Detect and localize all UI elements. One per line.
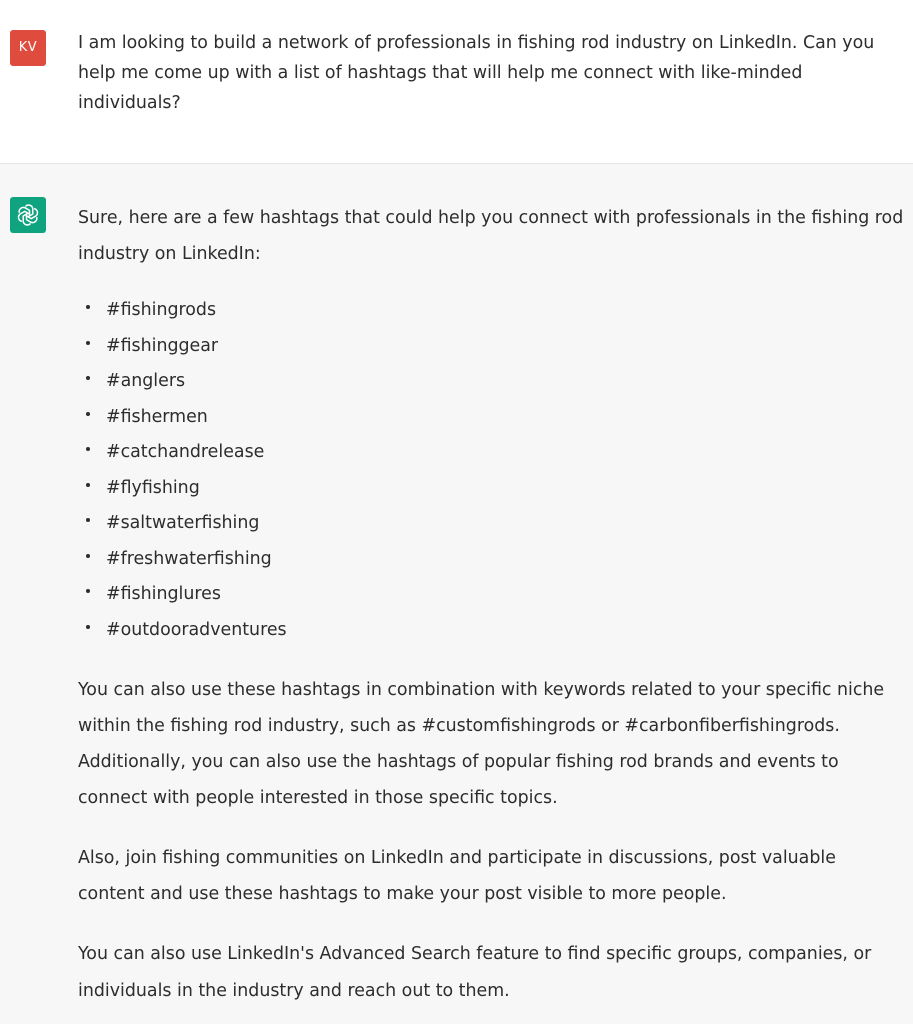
hashtag-item [78,472,287,508]
hashtag-text: #fishermen [106,406,208,427]
assistant-paragraph-3: Also, join fishing communities on LinkedIn and participate in discussions, post valuable content and use these hashtags to make your post visible to more people. [78,848,836,904]
user-message-block [0,0,913,164]
hashtag-item [78,543,287,579]
bullet-icon [86,305,90,309]
assistant-message-block [0,164,913,1024]
bullet-icon [86,376,90,380]
hashtag-item [78,614,287,650]
openai-logo-icon [16,203,40,227]
hashtag-text: #outdooradventures [106,619,287,640]
hashtag-item [78,294,287,330]
bullet-icon [86,341,90,345]
hashtag-text: #fishingrods [106,300,217,320]
hashtag-text: #catchandrelease [106,442,265,462]
hashtag-text: #flyfishing [106,477,200,498]
hashtag-text: #saltwaterfishing [106,513,260,533]
hashtag-item [78,365,287,401]
hashtag-list [78,294,287,649]
bullet-icon [86,412,90,416]
hashtag-item [78,507,287,543]
assistant-avatar [10,197,46,233]
hashtag-item [78,401,287,437]
hashtag-text: #freshwaterfishing [106,548,272,569]
bullet-icon [86,625,90,629]
hashtag-item [78,436,287,472]
assistant-paragraph-2: You can also use these hashtags in combination with keywords related to your specific niche within the fishing rod industry, such as #customfishingrods or #carbonfiberfishingrods. Additionally, you can also use the hashtags of popular fishing rod brands and events to connect with people interested in those specific topics. [78,680,885,808]
bullet-icon [86,554,90,558]
hashtag-text: #fishinglures [106,584,221,604]
bullet-icon [86,447,90,451]
assistant-intro-text: Sure, here are a few hashtags that could help you connect with professionals in the fishing rod industry on LinkedIn: [78,208,904,264]
hashtag-item [78,330,287,366]
hashtag-item [78,578,287,614]
bullet-icon [86,483,90,487]
bullet-icon [86,518,90,522]
hashtag-text: #anglers [106,371,186,391]
assistant-paragraph-4: You can also use LinkedIn's Advanced Search feature to find specific groups, companies, or individuals in the industry and reach out to them. [78,944,872,1001]
hashtag-text: #fishinggear [106,335,219,356]
user-avatar: KV [10,30,46,66]
user-message-text: I am looking to build a network of professionals in fishing rod industry on LinkedIn. Can you help me come up with a list of hashtags that will help me connect with like-minded individuals? [78,33,875,113]
bullet-icon [86,589,90,593]
